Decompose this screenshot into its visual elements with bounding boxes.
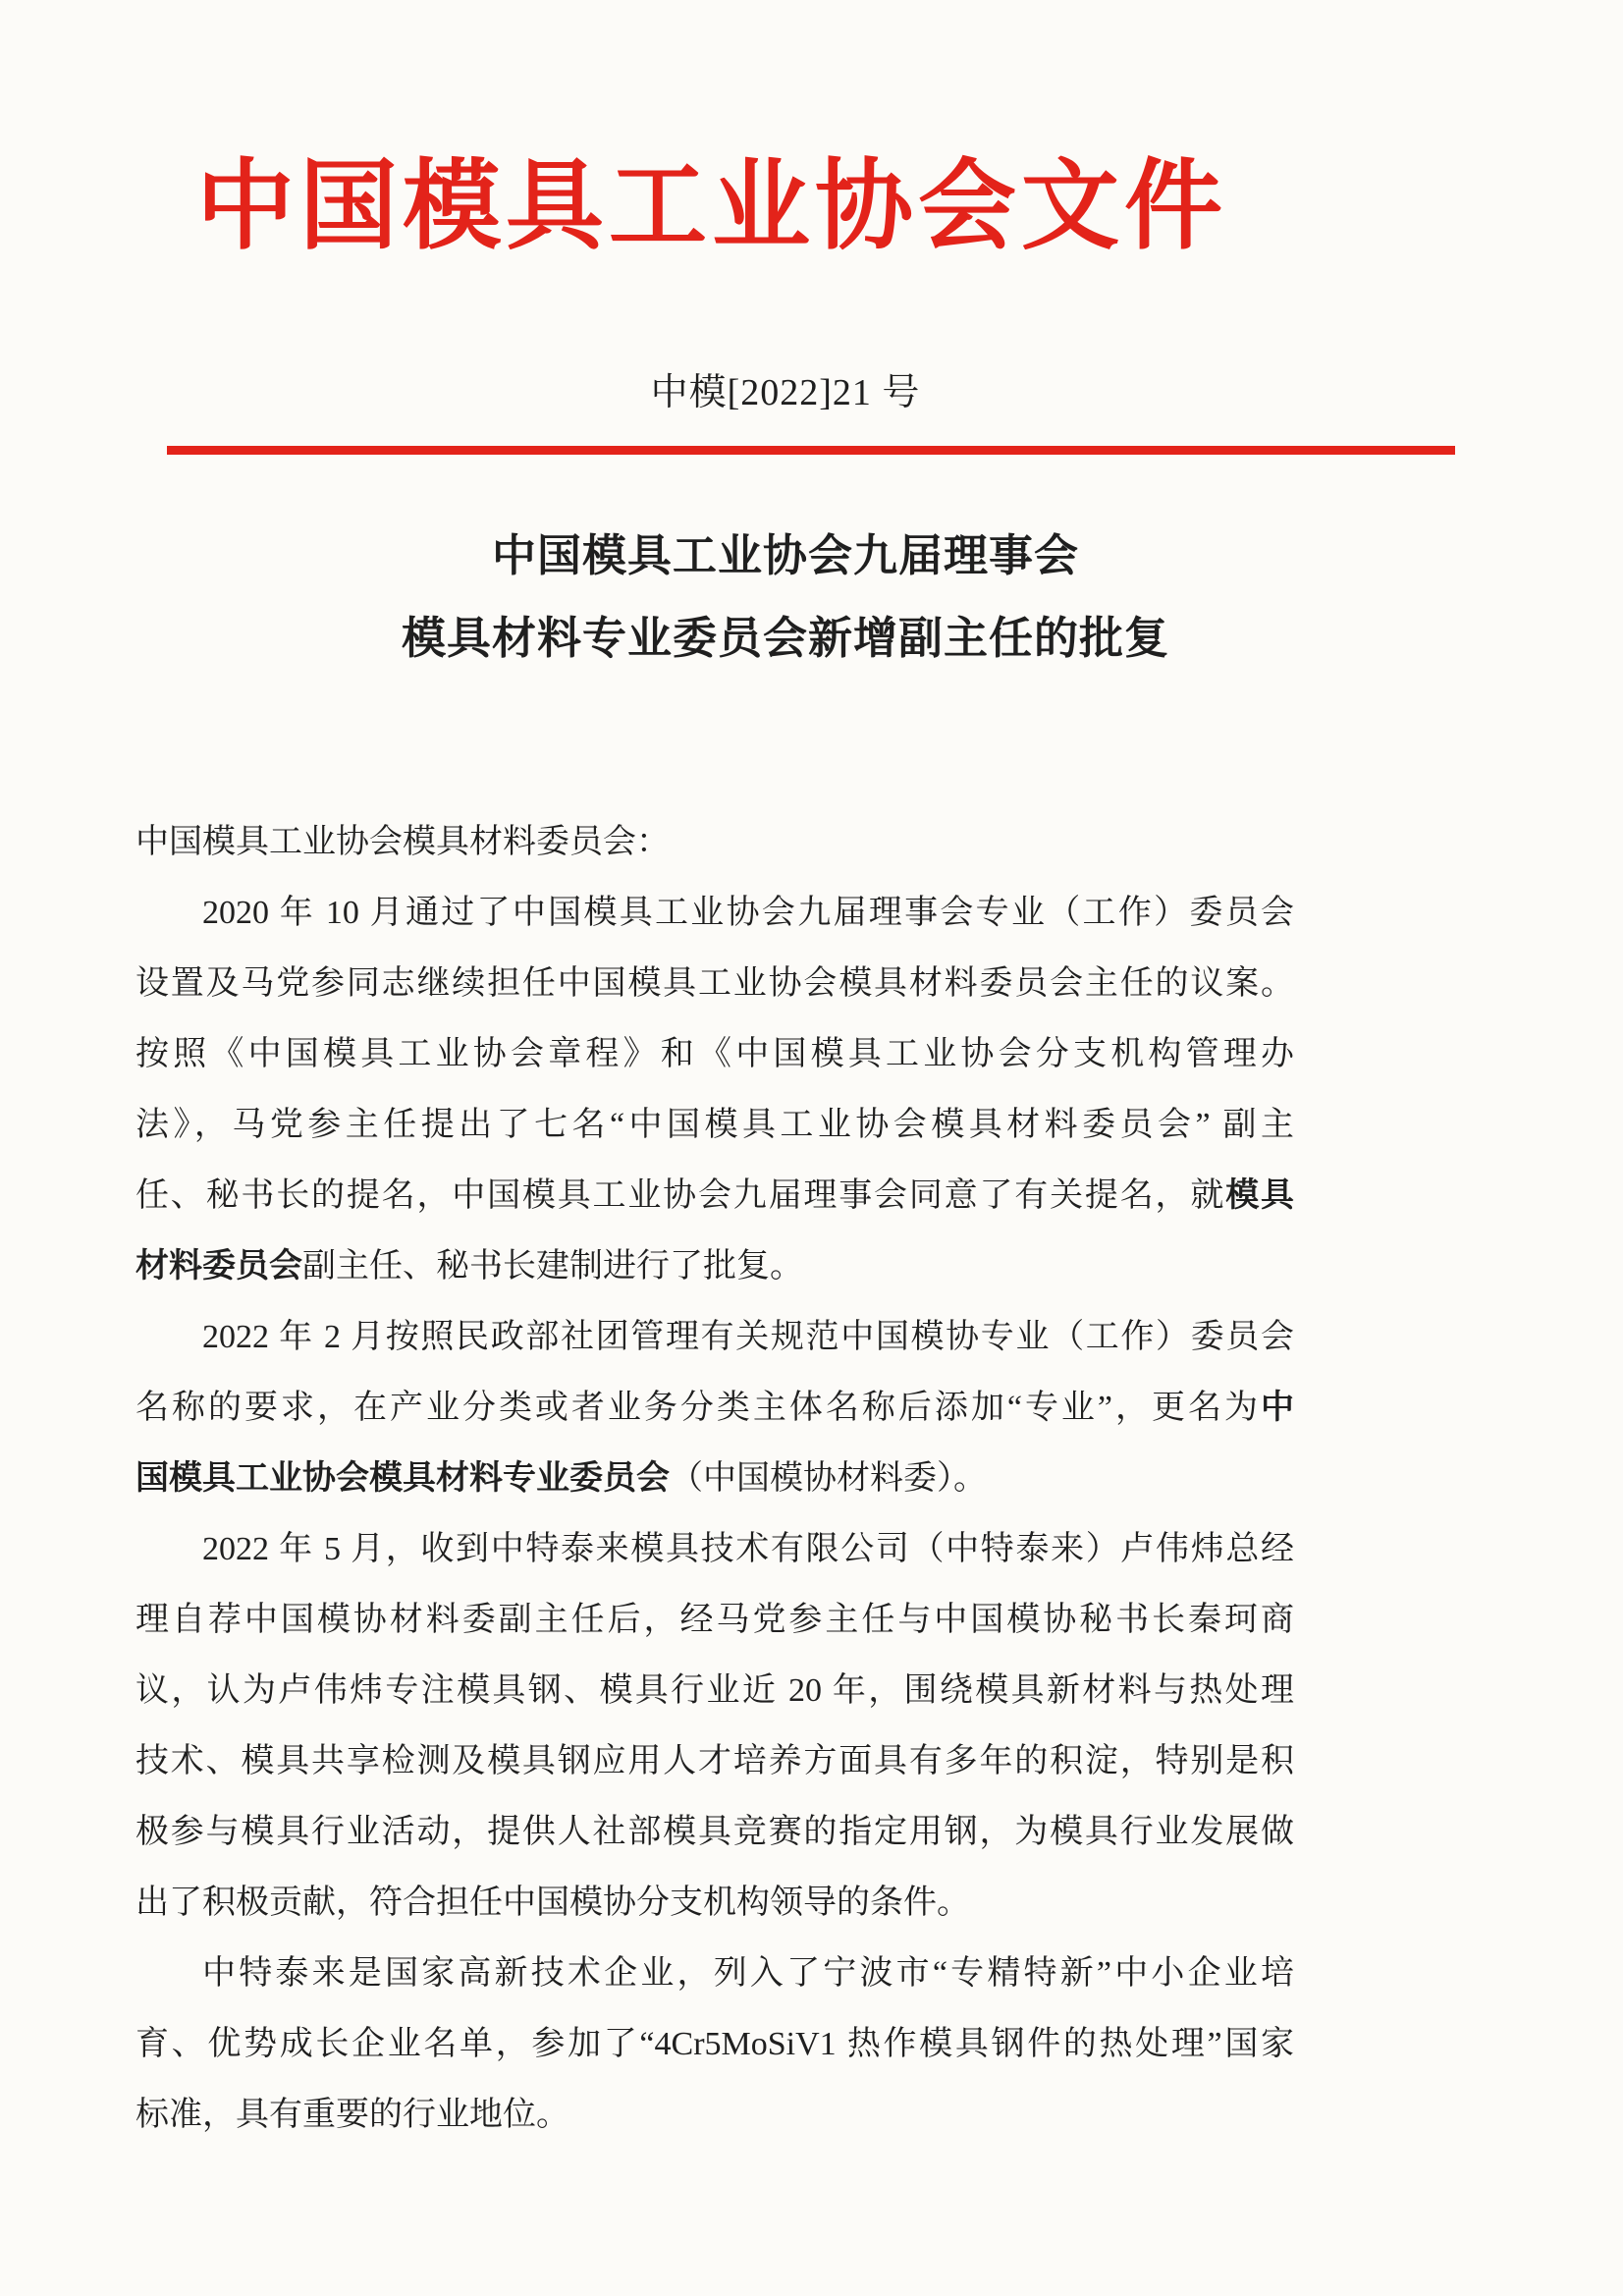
body-line xyxy=(135,1868,1294,1939)
body-line xyxy=(135,1726,1294,1797)
body-text-bold: 模具 xyxy=(1225,1177,1294,1214)
body-line xyxy=(135,2009,1294,2080)
body-text: 2022 年 5 月，收到中特泰来模具技术有限公司（中特泰来）卢伟炜总经 xyxy=(202,1531,1294,1567)
body-line xyxy=(135,2080,1294,2151)
body-text: 2020 年 10 月通过了中国模具工业协会九届理事会专业（工作）委员会 xyxy=(202,895,1294,931)
body-line xyxy=(135,1090,1294,1161)
body-text-bold: 中 xyxy=(1261,1390,1294,1426)
body-text: 设置及马党参同志继续担任中国模具工业协会模具材料委员会主任的议案。 xyxy=(135,965,1294,1002)
document-body xyxy=(135,807,1294,2151)
body-text: 理自荐中国模协材料委副主任后，经马党参主任与中国模协秘书长秦珂商 xyxy=(135,1602,1294,1638)
document-header-title: 中国模具工业协会文件 xyxy=(196,152,1227,261)
body-text: （中国模协材料委）。 xyxy=(670,1460,987,1497)
body-text: 出了积极贡献，符合担任中国模协分支机构领导的条件。 xyxy=(135,1885,970,1921)
body-text: 中国模具工业协会模具材料委员会： xyxy=(135,824,670,860)
body-text: 技术、模具共享检测及模具钢应用人才培养方面具有多年的积淀，特别是积 xyxy=(135,1743,1294,1779)
body-text: 2022 年 2 月按照民政部社团管理有关规范中国模协专业（工作）委员会 xyxy=(202,1319,1294,1355)
body-line xyxy=(135,878,1294,949)
body-line xyxy=(135,1656,1294,1726)
body-text-bold: 国模具工业协会模具材料专业委员会 xyxy=(135,1460,670,1497)
body-line xyxy=(135,1161,1294,1231)
body-text: 中特泰来是国家高新技术企业，列入了宁波市“专精特新”中小企业培 xyxy=(202,1955,1294,1992)
body-line xyxy=(135,1514,1294,1585)
body-line xyxy=(135,1019,1294,1090)
body-line xyxy=(135,1302,1294,1373)
body-text: 任、秘书长的提名，中国模具工业协会九届理事会同意了有关提名，就 xyxy=(135,1177,1226,1214)
body-line xyxy=(135,1231,1294,1302)
body-text: 标准，具有重要的行业地位。 xyxy=(135,2097,569,2133)
body-line xyxy=(135,1373,1294,1444)
body-line xyxy=(135,1797,1294,1868)
body-line xyxy=(135,1444,1294,1514)
body-text: 名称的要求，在产业分类或者业务分类主体名称后添加“专业”，更名为 xyxy=(135,1390,1261,1426)
body-line xyxy=(135,949,1294,1019)
body-text: 议，认为卢伟炜专注模具钢、模具行业近 20 年，围绕模具新材料与热处理 xyxy=(135,1672,1294,1709)
body-line xyxy=(135,1585,1294,1656)
document-title-line1: 中国模具工业协会九届理事会 xyxy=(491,531,1079,580)
body-text: 极参与模具行业活动，提供人社部模具竞赛的指定用钢，为模具行业发展做 xyxy=(135,1814,1294,1850)
red-divider-line xyxy=(167,446,1455,455)
body-line xyxy=(135,807,1294,878)
body-text: 法》，马党参主任提出了七名“中国模具工业协会模具材料委员会” 副主 xyxy=(135,1107,1294,1143)
body-text: 副主任、秘书长建制进行了批复。 xyxy=(302,1248,803,1285)
body-text: 育、优势成长企业名单，参加了“4Cr5MoSiV1 热作模具钢件的热处理”国家 xyxy=(135,2026,1294,2062)
body-text-bold: 材料委员会 xyxy=(135,1248,302,1285)
document-number: 中模[2022]21 号 xyxy=(650,372,921,413)
document-title xyxy=(137,515,1434,680)
document-title-line2: 模具材料专业委员会新增副主任的批复 xyxy=(401,614,1169,663)
body-line xyxy=(135,1939,1294,2009)
body-text: 按照《中国模具工业协会章程》和《中国模具工业协会分支机构管理办 xyxy=(135,1036,1294,1072)
